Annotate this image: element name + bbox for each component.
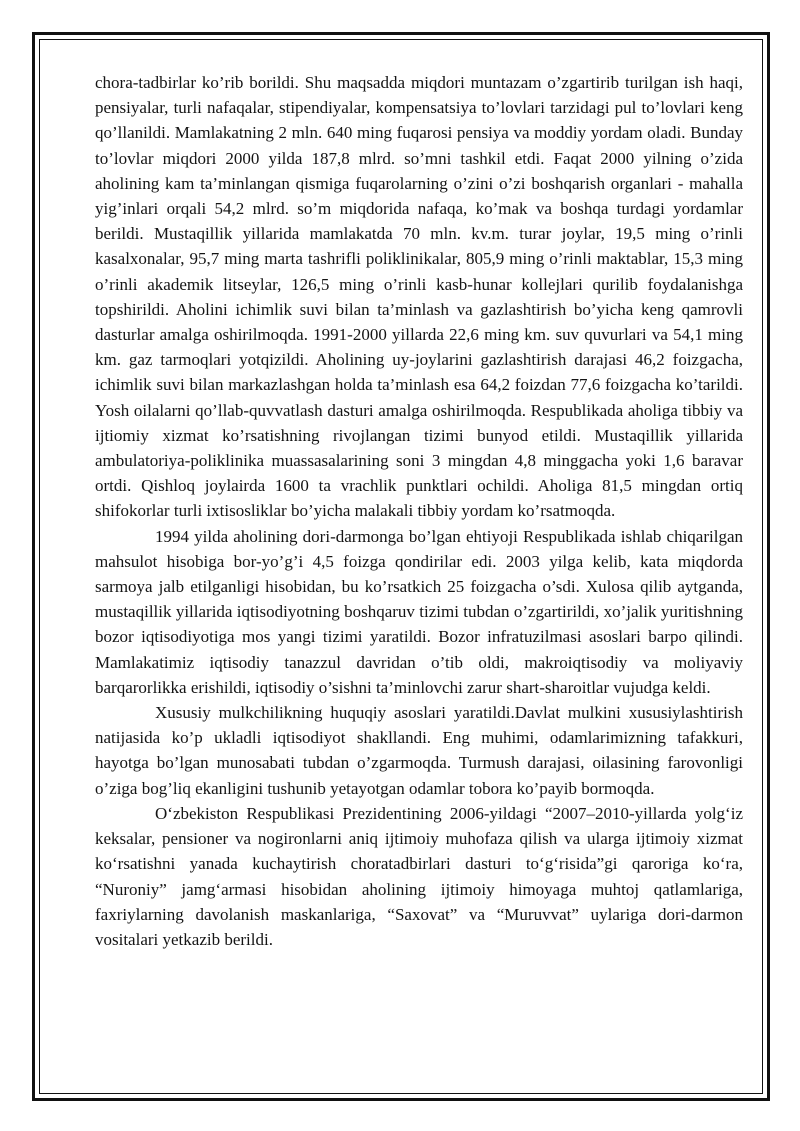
document-body: [95, 70, 743, 952]
paragraph-2: 1994 yilda aholining dori-darmonga bo’lgan ehtiyoji Respublikada ishlab chiqarilgan mahsulot hisobiga bor-yo’g’i 4,5 foizga qondirilar edi. 2003 yilga kelib, kata miqdorda sarmoya jalb etilganligi hisobidan, bu ko’rsatkich 25 foizgacha o’sdi. Xulosa qilib aytganda, mustaqillik yillarida iqtisodiyotning boshqaruv tizimi tubdan o’zgartirildi, xo’jalik yuritishning bozor iqtisodiyotiga mos yangi tizimi yaratildi. Bozor infratuzilmasi asoslari barpo qilindi. Mamlakatimiz iqtisodiy tanazzul davridan o’tib oldi, makroiqtisodiy va moliyaviy barqarorlikka erishildi, iqtisodiy o’sishni ta’minlovchi zarur shart-sharoitlar vujudga keldi.: [95, 526, 743, 697]
paragraph-3: Xususiy mulkchilikning huquqiy asoslari yaratildi.Davlat mulkini xususiylashtirish natijasida ko’p ukladli iqtisodiyot shakllandi. Eng muhimi, odamlarimizning tafakkuri, hayotga bo’lgan munosabati tubdan o’zgarmoqda. Turmush darajasi, oilasining farovonligi o’ziga bog’liq ekanligini tushunib yetayotgan odamlar tobora ko’payib bormoqda.: [95, 703, 743, 798]
paragraph-1: chora-tadbirlar ko’rib borildi. Shu maqsadda miqdori muntazam o’zgartirib turilgan ish haqi, pensiyalar, turli nafaqalar, stipendiyalar, kompensatsiya to’lovlari tarzidagi pul to’lovlari keng qo’llanildi. Mamlakatning 2 mln. 640 ming fuqarosi pensiya va moddiy yordam oladi. Bunday to’lovlar miqdori 2000 yilda 187,8 mlrd. so’mni tashkil etdi. Faqat 2000 yilning o’zida aholining kam ta’minlangan qismiga fuqarolarning o’zini o’zi boshqarish organlari - mahalla yig’inlari orqali 54,2 mlrd. so’m miqdorida nafaqa, ko’mak va boshqa turdagi yordamlar berildi. Mustaqillik yillarida mamlakatda 70 mln. kv.m. turar joylar, 19,5 ming o’rinli kasalxonalar, 95,7 ming marta tashrifli poliklinikalar, 805,9 ming o’rinli maktablar, 15,3 ming o’rinli akademik litseylar, 126,5 ming o’rinli kasb-hunar kollejlari qurilib foydalanishga topshirildi. Aholini ichimlik suvi bilan ta’minlash va gazlashtirish bo’yicha keng qamrovli dasturlar amalga oshirilmoqda. 1991-2000 yillarda 22,6 ming km. suv quvurlari va 54,1 ming km. gaz tarmoqlari yotqizildi. Aholining uy-joylarini gazlashtirish darajasi 46,2 foizgacha, ichimlik suvi bilan markazlashgan holda ta’minlash esa 64,2 foizdan 77,6 foizgacha ko’tarildi. Yosh oilalarni qo’llab-quvvatlash dasturi amalga oshirilmoqda. Respublikada aholiga tibbiy va ijtiomiy xizmat ko’rsatishning rivojlangan tizimi bunyod etildi. Mustaqillik yillarida ambulatoriya-poliklinika muassasalarining soni 3 mingdan 4,8 minggacha yoki 1,6 baravar ortdi. Qishloq joylairda 1600 ta vrachlik punktlari ochildi. Aholiga 81,5 mingdan ortiq shifokorlar turli ixtisosliklar bo’yicha malakali tibbiy yordam ko’rsatmoqda.: [95, 73, 743, 521]
paragraph-4: O‘zbekiston Respublikasi Prezidentining 2006-yildagi “2007–2010-yillarda yolg‘iz keksalar, pensioner va nogironlarni aniq ijtimoiy muhofaza qilish va ularga ijtimoiy xizmat ko‘rsatishni yanada kuchaytirish choratadbirlari dasturi to‘g‘risida”gi qaroriga ko‘ra, “Nuroniy” jamg‘armasi hisobidan aholining ijtimoiy himoyaga muhtoj qatlamlariga, faxriylarning davolanish maskanlariga, “Saxovat” va “Muruvvat” uylariga dori-darmon vositalari yetkazib berildi.: [95, 803, 743, 949]
